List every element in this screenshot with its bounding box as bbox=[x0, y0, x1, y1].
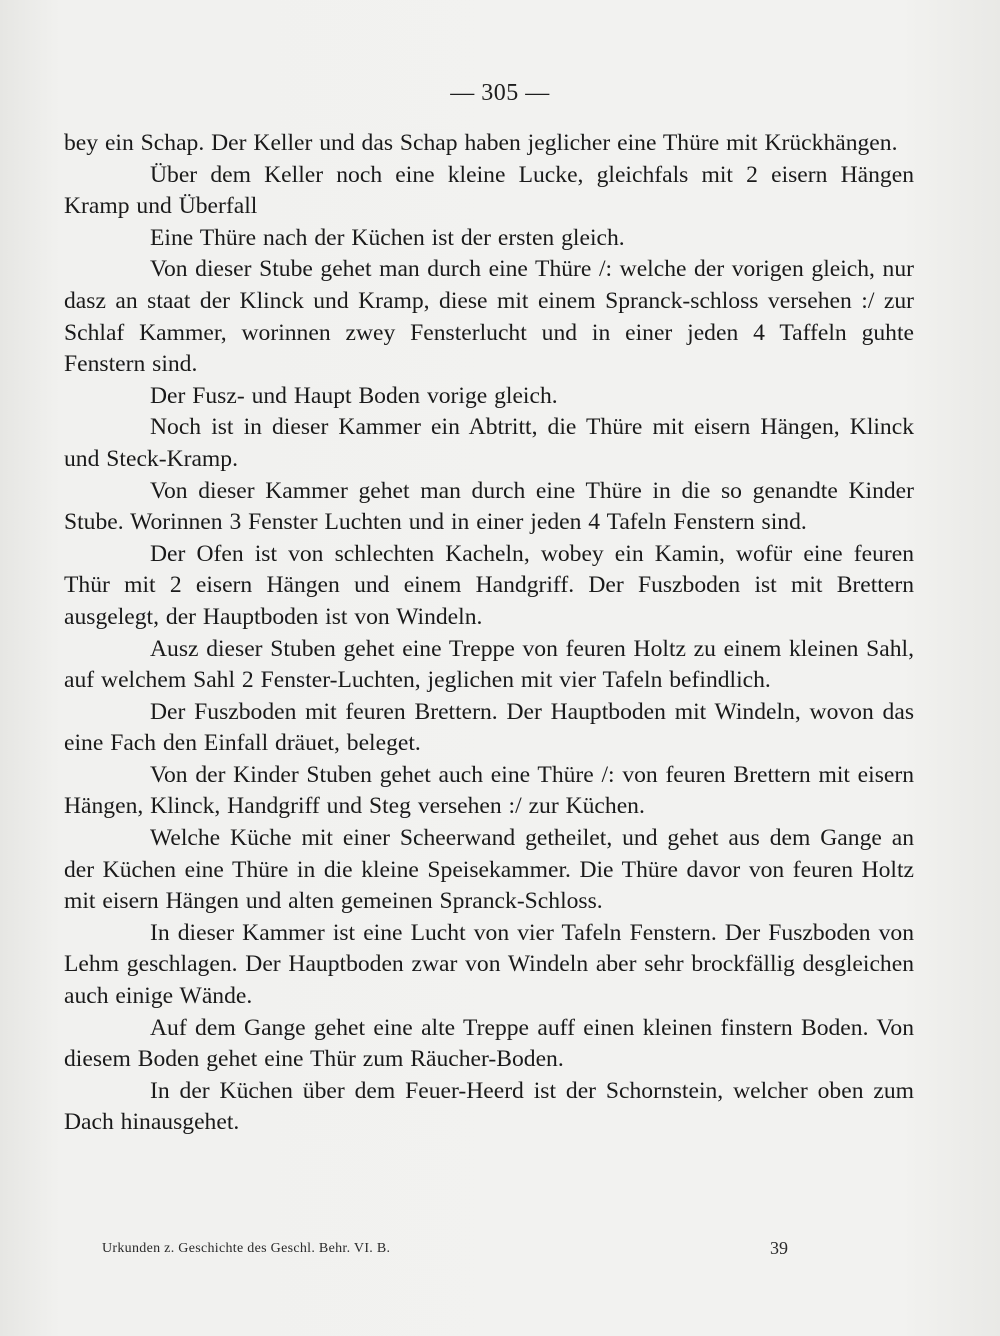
paragraph: Auf dem Gange gehet eine alte Treppe auff einen kleinen finstern Boden. Von diesem Boden gehet eine Thür zum Räucher-Boden. bbox=[64, 1014, 914, 1073]
paragraph: bey ein Schap. Der Keller und das Schap haben jeglicher eine Thüre mit Krückhängen. bbox=[64, 130, 898, 156]
paragraph: Ausz dieser Stuben gehet eine Treppe von feuren Holtz zu einem kleinen Sahl, auf welchem Sahl 2 Fenster-Luchten, jeglichen mit vier Tafeln befindlich. bbox=[64, 635, 914, 694]
paragraph: Welche Küche mit einer Scheerwand getheilet, und gehet aus dem Gange an der Küchen eine Thüre in die kleine Speisekammer. Die Thüre davor von feuren Holtz mit eisern Hängen und alten gemeinen Spranck-Schloss. bbox=[64, 825, 914, 915]
paragraph: Der Fusz- und Haupt Boden vorige gleich. bbox=[150, 382, 558, 409]
paragraph: Der Fuszboden mit feuren Brettern. Der Hauptboden mit Windeln, wovon das eine Fach den Einfall dräuet, beleget. bbox=[64, 698, 914, 757]
paragraph: Der Ofen ist von schlechten Kacheln, wobey ein Kamin, wofür eine feuren Thür mit 2 eisern Hängen und einem Handgriff. Der Fuszboden ist mit Brettern ausgelegt, der Hauptboden ist von Windeln. bbox=[64, 540, 914, 630]
paragraph: Eine Thüre nach der Küchen ist der ersten gleich. bbox=[150, 224, 625, 251]
paragraph: Von dieser Stube gehet man durch eine Thüre /: welche der vorigen gleich, nur dasz an staat der Klinck und Kramp, diese mit einem Spranck-schloss versehen :/ zur Schlaf Kammer, worinnen zwey Fensterlucht und in einer jeden 4 Taffeln guhte Fenstern sind. bbox=[64, 256, 914, 378]
body-text bbox=[64, 128, 914, 1139]
paragraph: In dieser Kammer ist eine Lucht von vier Tafeln Fenstern. Der Fuszboden von Lehm geschlagen. Der Hauptboden zwar von Windeln aber sehr brockfällig desgleichen auch einige Wände. bbox=[64, 919, 914, 1010]
paragraph: In der Küchen über dem Feuer-Heerd ist der Schornstein, welcher oben zum Dach hinausgehet. bbox=[64, 1077, 914, 1136]
paragraph: Von dieser Kammer gehet man durch eine Thüre in die so genandte Kinder Stube. Worinnen 3 Fenster Luchten und in einer jeden 4 Tafeln Fenstern sind. bbox=[64, 477, 914, 536]
paragraph: Über dem Keller noch eine kleine Lucke, gleichfals mit 2 eisern Hängen Kramp und Überfall bbox=[64, 161, 914, 220]
printer-signature: 39 bbox=[770, 1238, 788, 1258]
paragraph: Von der Kinder Stuben gehet auch eine Thüre /: von feuren Brettern mit eisern Hängen, Klinck, Handgriff und Steg versehen :/ zur Küchen. bbox=[64, 761, 914, 820]
page-number: — 305 — bbox=[450, 80, 550, 106]
paragraph: Noch ist in dieser Kammer ein Abtritt, die Thüre mit eisern Hängen, Klinck und Steck-Kramp. bbox=[64, 414, 914, 472]
footer-source-line: Urkunden z. Geschichte des Geschl. Behr. VI. B. bbox=[102, 1241, 391, 1256]
